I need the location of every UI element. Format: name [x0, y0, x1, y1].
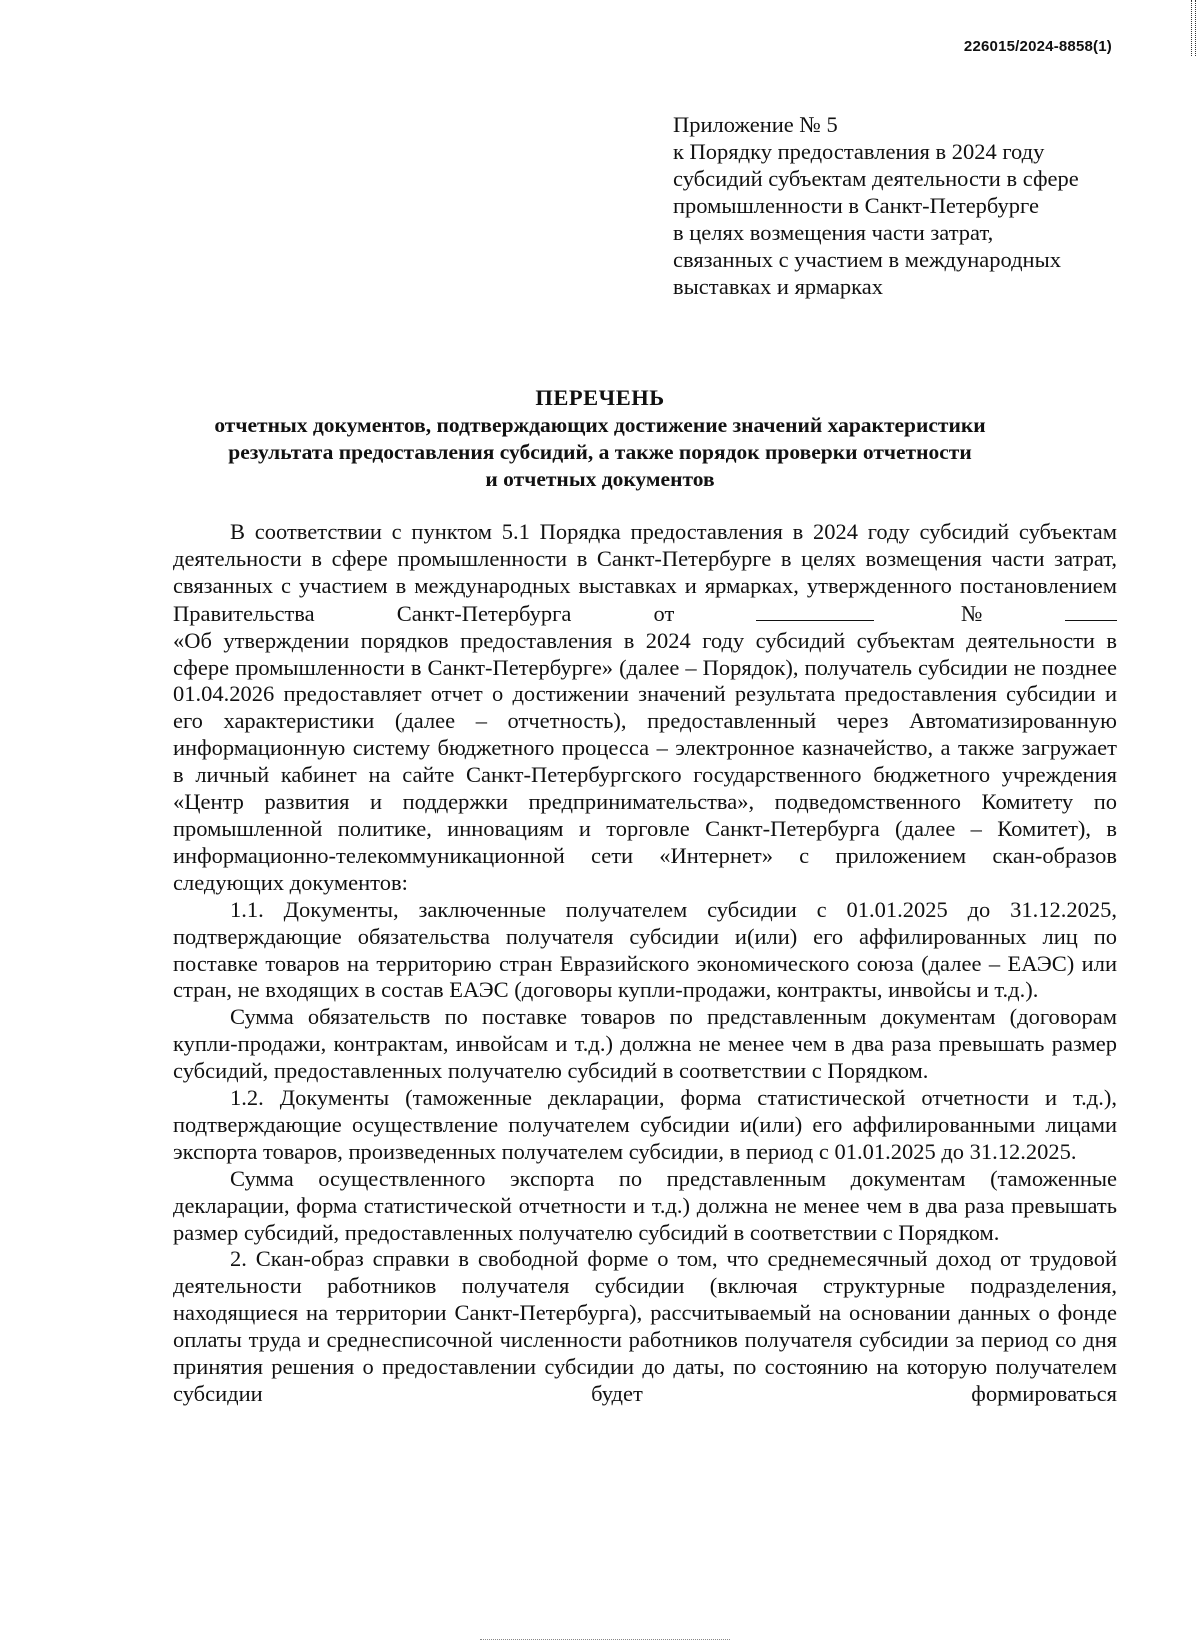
- intro-text: В соответствии с пунктом 5.1 Порядка предоставления в 2024 году субсидий субъектам деятельности в сфере промышленности в Санкт-Петербурге в целях возмещения части затрат, связанных с участием в международных выставках и ярмарках, утвержденного постановлением Правительства Санкт-Петербурга от: [173, 519, 1117, 626]
- list-item-1-1-sum: Сумма обязательств по поставке товаров по представленным документам (договорам купли-продажи, контрактам, инвойсам и т.д.) должна не менее чем в два раза превышать размер субсидий, предоставленных получателю субсидий в соответствии с Порядком.: [173, 1004, 1117, 1084]
- document-title: [150, 384, 1050, 493]
- appendix-line: Приложение № 5: [673, 112, 838, 137]
- appendix-line: связанных с участием в международных: [673, 247, 1061, 272]
- document-body: [173, 519, 1117, 1408]
- intro-paragraph-part2: «Об утверждении порядков предоставления в 2024 году субсидий субъектам деятельности в сфере промышленности в Санкт-Петербурге» (далее – Порядок), получатель субсидии не позднее 01.04.2026 предоставляет отчет о достижении значений результата предоставления субсидии и его характеристики (далее – отчетность), предоставленный через Автоматизированную информационную систему бюджетного процесса – электронное казначейство, а также загружает в личный кабинет на сайте Санкт-Петербургского государственного бюджетного учреждения «Центр развития и поддержки предпринимательства», подведомственного Комитету по промышленной политике, инновациям и торговле Санкт-Петербурга (далее – Комитет), в информационно-телекоммуникационной сети «Интернет» с приложением скан-образов следующих документов:: [173, 627, 1117, 895]
- appendix-line: к Порядку предоставления в 2024 году: [673, 139, 1045, 164]
- appendix-line: промышленности в Санкт-Петербурге: [673, 193, 1039, 218]
- appendix-line: субсидий субъектам деятельности в сфере: [673, 166, 1079, 191]
- list-item-2: 2. Скан-образ справки в свободной форме о том, что среднемесячный доход от трудовой деятельности работников получателя субсидии (включая структурные подразделения, находящиеся на территории Санкт-Петербурга), рассчитываемый на основании данных о фонде оплаты труда и среднесписочной численности работников получателя субсидии за период со дня принятия решения о предоставлении субсидии до даты, по состоянию на которую получателем субсидии будет формироваться: [173, 1246, 1117, 1406]
- appendix-line: выставках и ярмарках: [673, 274, 883, 299]
- scan-edge-mark: [1191, 0, 1196, 56]
- list-item-1-1: 1.1. Документы, заключенные получателем субсидии с 01.01.2025 до 31.12.2025, подтверждающие обязательства получателя субсидии и(или) его аффилированных лиц по поставке товаров на территорию стран Евразийского экономического союза (далее – ЕАЭС) или стран, не входящих в состав ЕАЭС (договоры купли-продажи, контракты, инвойсы и т.д.).: [173, 896, 1117, 1003]
- appendix-line: в целях возмещения части затрат,: [673, 220, 994, 245]
- number-sign: №: [884, 600, 1060, 626]
- title-subtitle-line: и отчетных документов: [485, 467, 715, 491]
- document-registration-number: 226015/2024-8858(1): [963, 38, 1112, 55]
- list-item-1-2: 1.2. Документы (таможенные декларации, форма статистической отчетности и т.д.), подтверждающие осуществление получателем субсидии и(или) его аффилированными лицами экспорта товаров, произведенных получателем субсидии, в период с 01.01.2025 до 31.12.2025.: [173, 1085, 1117, 1164]
- title-subtitle-line: результата предоставления субсидий, а также порядок проверки отчетности: [228, 440, 972, 464]
- scan-bottom-mark: [480, 1637, 730, 1640]
- date-blank-field: [756, 600, 874, 621]
- title-heading: ПЕРЕЧЕНЬ: [535, 385, 665, 410]
- appendix-reference: [673, 111, 1153, 300]
- list-item-1-2-sum: Сумма осуществленного экспорта по представленным документам (таможенные декларации, форма статистической отчетности и т.д.) должна не менее чем в два раза превышать размер субсидий, предоставленных получателю субсидий в соответствии с Порядком.: [173, 1165, 1117, 1245]
- title-subtitle-line: отчетных документов, подтверждающих достижение значений характеристики: [214, 413, 986, 437]
- number-blank-field: [1065, 600, 1117, 621]
- intro-paragraph-part1: [173, 519, 1117, 628]
